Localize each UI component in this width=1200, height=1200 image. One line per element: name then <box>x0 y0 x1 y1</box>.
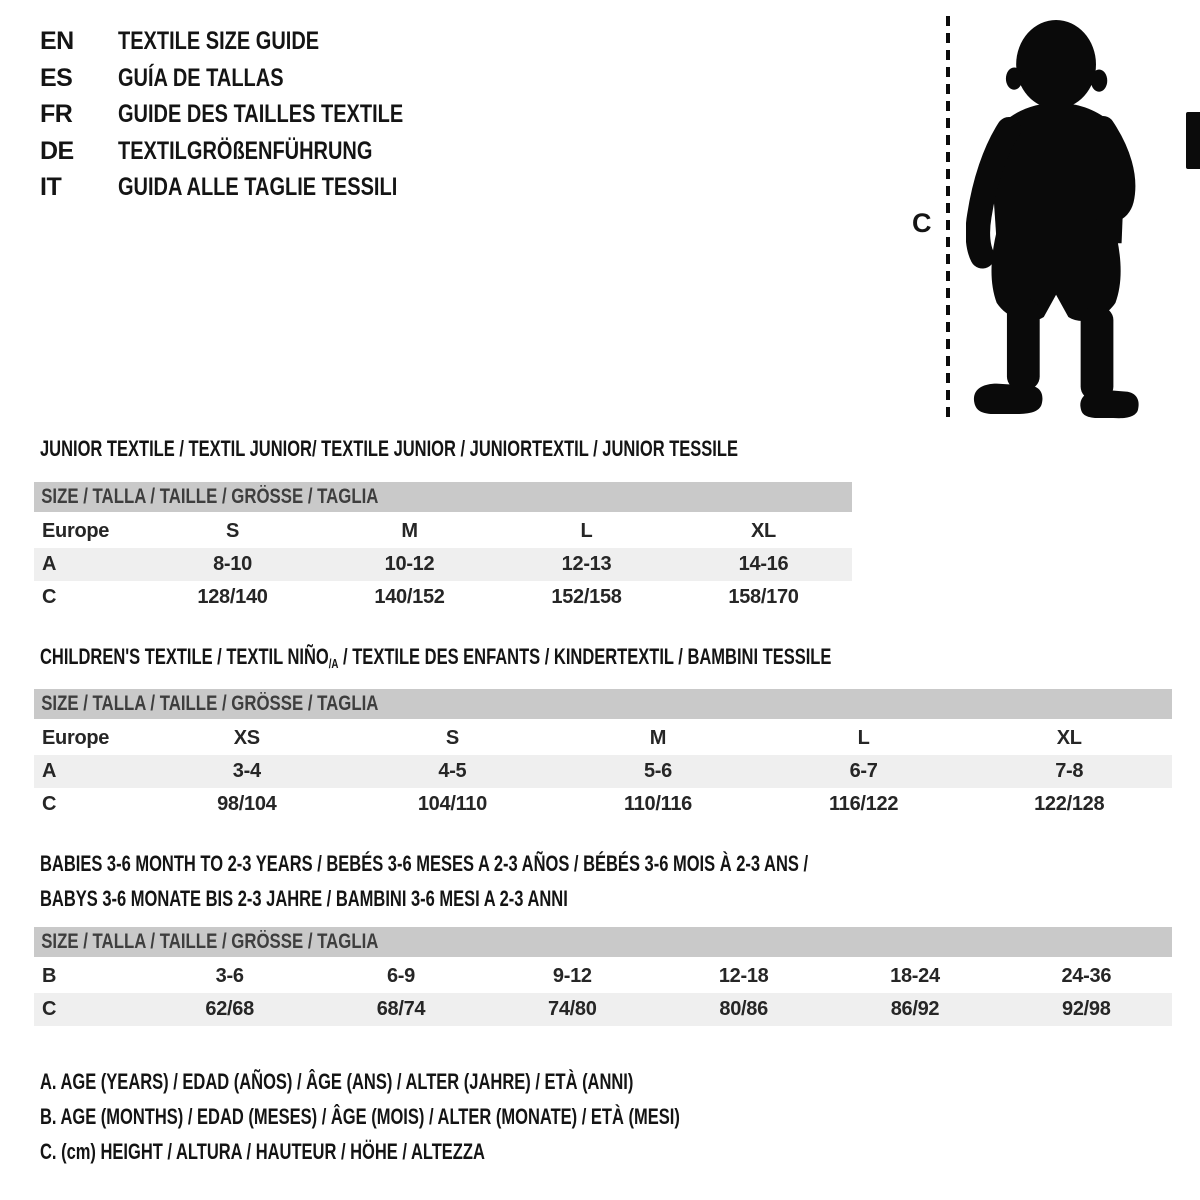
value-cell: 140/152 <box>374 586 445 608</box>
value-cell: 80/86 <box>719 998 768 1020</box>
babies-section-heading <box>40 846 808 916</box>
babies-size-table <box>34 927 1172 1026</box>
children-section-heading <box>40 644 831 670</box>
value-cell: 6-7 <box>849 760 878 782</box>
size-cell: XS <box>233 727 260 749</box>
table-row-age <box>34 548 852 581</box>
children-heading-pre: CHILDREN'S TEXTILE / TEXTIL NIÑO <box>40 644 329 669</box>
table-row-height <box>34 788 1172 821</box>
legend-line-c: C. (cm) HEIGHT / ALTURA / HAUTEUR / HÖHE / ALTEZZA <box>40 1139 485 1164</box>
row-label: C <box>42 586 57 608</box>
value-cell: 104/110 <box>417 793 487 815</box>
value-cell: 122/128 <box>1034 793 1105 815</box>
row-label: A <box>42 553 57 575</box>
value-cell: 24-36 <box>1061 965 1112 987</box>
value-cell: 110/116 <box>623 793 692 815</box>
language-label: GUIDA ALLE TAGLIE TESSILI <box>118 173 398 201</box>
language-code: EN <box>40 27 74 55</box>
legend-line-a: A. AGE (YEARS) / EDAD (AÑOS) / ÂGE (ANS) / ALTER (JAHRE) / ETÀ (ANNI) <box>40 1069 634 1094</box>
junior-section-heading: JUNIOR TEXTILE / TEXTIL JUNIOR/ TEXTILE JUNIOR / JUNIORTEXTIL / JUNIOR TESSILE <box>40 436 738 461</box>
value-cell: 5-6 <box>643 760 672 782</box>
children-heading-post: / TEXTILE DES ENFANTS / KINDERTEXTIL / BAMBINI TESSILE <box>338 644 832 669</box>
row-label: C <box>42 793 57 815</box>
children-heading-sub: /A <box>328 656 339 671</box>
size-cell: S <box>225 520 240 542</box>
value-cell: 9-12 <box>552 965 592 987</box>
size-cell: L <box>580 520 593 542</box>
size-cell: XL <box>751 520 776 542</box>
value-cell: 10-12 <box>384 553 435 575</box>
value-cell: 74/80 <box>548 998 597 1020</box>
legend-line-b: B. AGE (MONTHS) / EDAD (MESES) / ÂGE (MOIS) / ALTER (MONATE) / ETÀ (MESI) <box>40 1104 680 1129</box>
value-cell: 62/68 <box>205 998 254 1020</box>
size-header-label: SIZE / TALLA / TAILLE / GRÖSSE / TAGLIA <box>41 692 379 715</box>
language-row-es <box>40 64 475 101</box>
toddler-silhouette-icon <box>966 16 1140 420</box>
language-row-de <box>40 137 475 174</box>
row-label: Europe <box>42 520 110 542</box>
size-cell: S <box>445 727 459 749</box>
table-row-europe <box>34 722 1172 755</box>
language-label: TEXTILE SIZE GUIDE <box>118 27 320 55</box>
language-row-fr <box>40 100 475 137</box>
size-cell: XL <box>1056 727 1082 749</box>
table-row-height <box>34 993 1172 1026</box>
value-cell: 8-10 <box>213 553 252 575</box>
value-cell: 18-24 <box>890 965 940 987</box>
value-cell: 92/98 <box>1062 998 1111 1020</box>
height-dashed-line <box>946 16 950 418</box>
cropped-silhouette-fragment <box>1186 112 1200 169</box>
junior-size-header-bar <box>34 482 852 512</box>
babies-heading-line2: BABYS 3-6 MONATE BIS 2-3 JAHRE / BAMBINI 3-6 MESI A 2-3 ANNI <box>40 886 568 911</box>
table-row-months <box>34 960 1172 993</box>
language-label: TEXTILGRÖßENFÜHRUNG <box>118 136 373 165</box>
language-row-it <box>40 173 475 210</box>
value-cell: 152/158 <box>551 586 622 608</box>
row-label: C <box>42 998 57 1020</box>
row-label: A <box>42 760 57 782</box>
value-cell: 3-6 <box>215 965 244 987</box>
babies-size-header-bar <box>34 927 1172 957</box>
children-size-header-bar <box>34 689 1172 719</box>
language-code: ES <box>40 63 73 92</box>
value-cell: 86/92 <box>890 998 940 1020</box>
value-cell: 7-8 <box>1055 760 1084 782</box>
value-cell: 6-9 <box>386 965 415 987</box>
row-label: Europe <box>42 727 110 749</box>
children-size-table <box>34 689 1172 821</box>
language-label: GUÍA DE TALLAS <box>118 63 284 92</box>
language-row-en <box>40 27 475 64</box>
row-label: B <box>42 965 57 987</box>
language-list <box>40 27 475 210</box>
language-code: IT <box>40 173 62 201</box>
value-cell: 12-18 <box>718 965 769 987</box>
value-cell: 128/140 <box>197 586 268 608</box>
value-cell: 3-4 <box>232 760 261 782</box>
table-row-height <box>34 581 852 614</box>
size-cell: M <box>401 520 418 542</box>
size-header-label: SIZE / TALLA / TAILLE / GRÖSSE / TAGLIA <box>41 930 379 953</box>
babies-heading-line1: BABIES 3-6 MONTH TO 2-3 YEARS / BEBÉS 3-6 MESES A 2-3 AÑOS / BÉBÉS 3-6 MOIS À 2-3 ANS / <box>40 851 809 876</box>
value-cell: 14-16 <box>738 553 789 575</box>
size-header-label: SIZE / TALLA / TAILLE / GRÖSSE / TAGLIA <box>41 485 379 508</box>
value-cell: 12-13 <box>561 553 612 575</box>
value-cell: 98/104 <box>217 793 277 815</box>
value-cell: 116/122 <box>829 793 899 815</box>
size-cell: L <box>857 727 870 749</box>
language-label: GUIDE DES TAILLES TEXTILE <box>118 100 404 128</box>
size-cell: M <box>649 727 667 749</box>
junior-size-table <box>34 482 852 614</box>
table-row-age <box>34 755 1172 788</box>
value-cell: 68/74 <box>376 998 426 1020</box>
language-code: DE <box>40 136 74 165</box>
value-cell: 158/170 <box>728 586 799 608</box>
table-row-europe <box>34 515 852 548</box>
value-cell: 4-5 <box>438 760 467 782</box>
language-code: FR <box>40 100 73 128</box>
measurement-legend <box>40 1064 893 1169</box>
height-measure-label: C <box>912 208 932 238</box>
